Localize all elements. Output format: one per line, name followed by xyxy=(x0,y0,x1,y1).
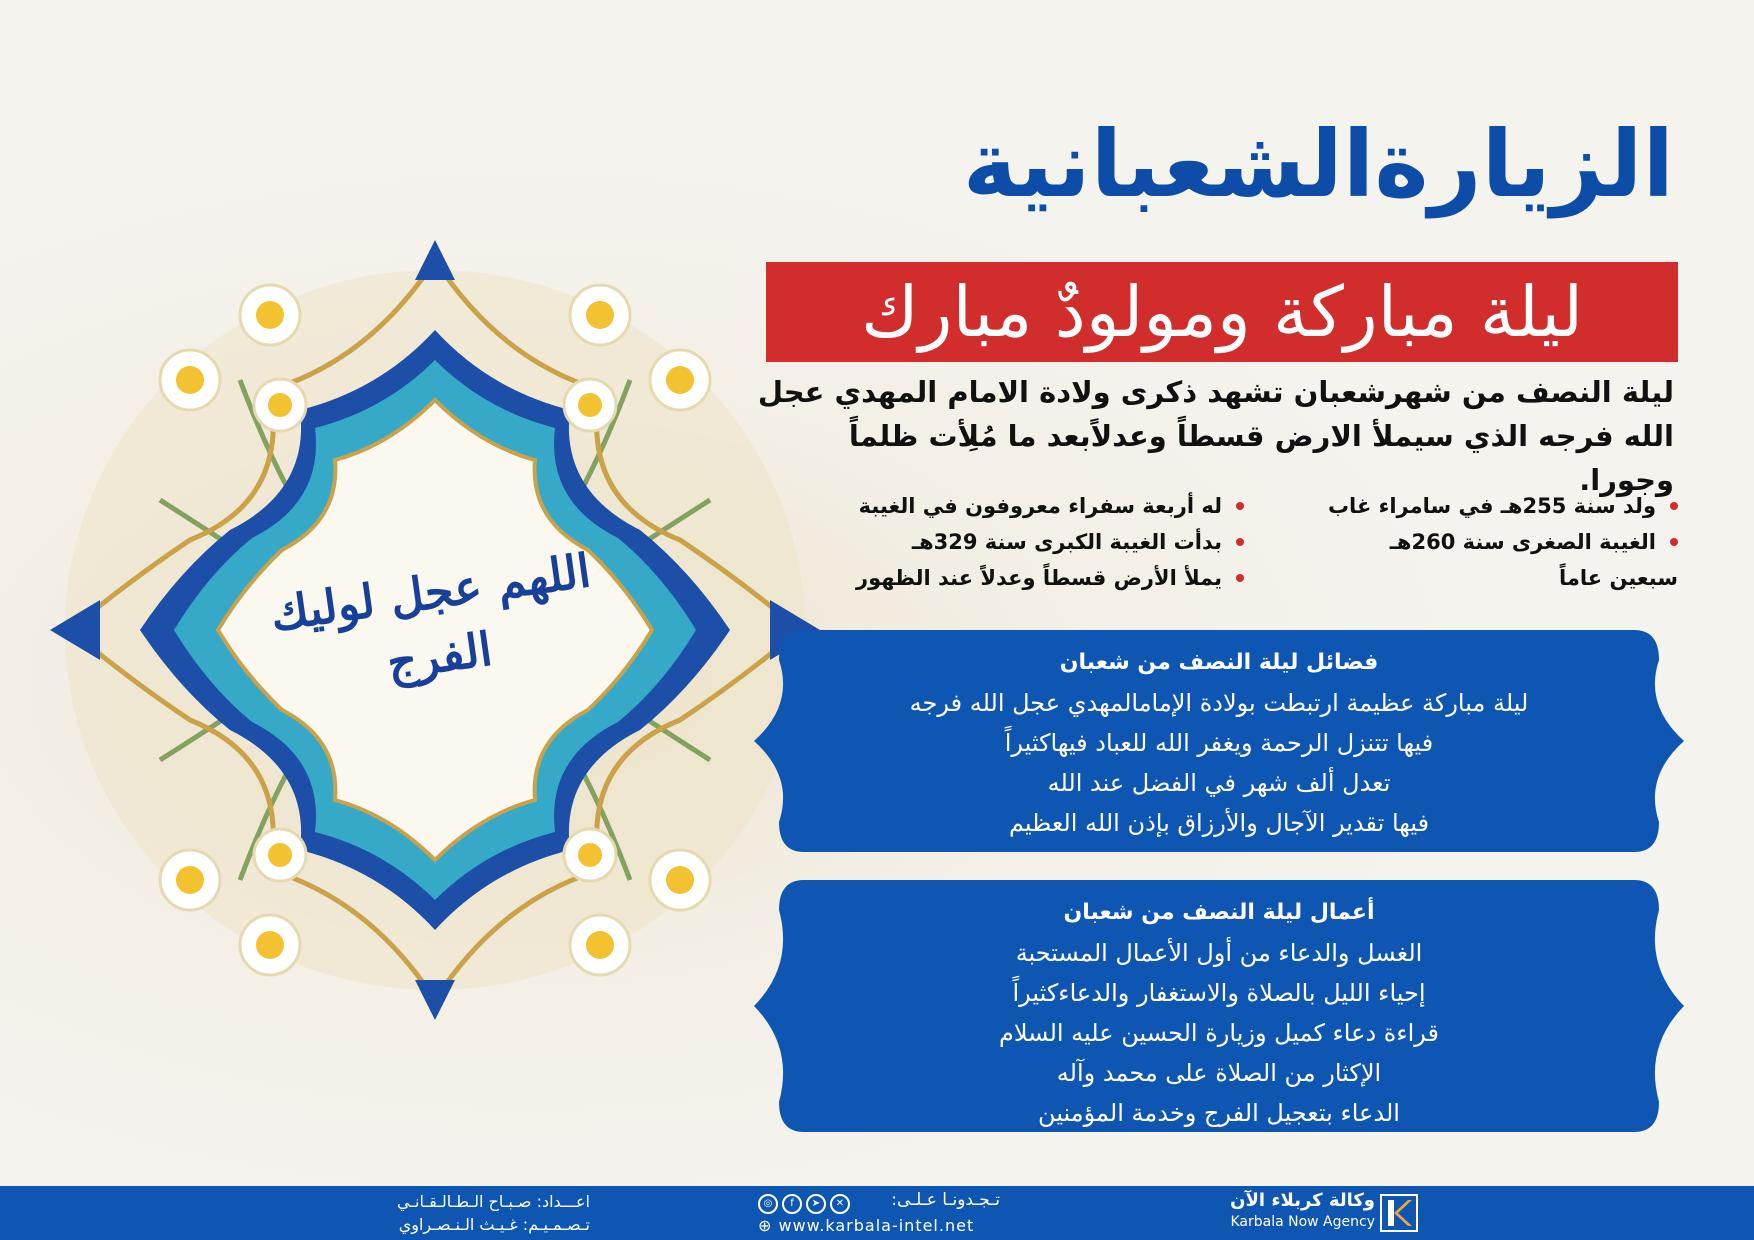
subtitle-banner: ليلة مباركة ومولودٌ مبارك xyxy=(766,262,1678,362)
designed-by: تـصـمـيـم: غـيـث الـنـصـراوي xyxy=(398,1215,590,1234)
fact-item: ولد سنة 255هـ في سامراء غاب xyxy=(1288,488,1678,524)
agency-logo-icon xyxy=(1380,1194,1418,1232)
deed-line: الإكثار من الصلاة على محمد وآله xyxy=(1056,1059,1382,1087)
virtue-line: تعدل ألف شهر في الفضل عند الله xyxy=(1047,769,1391,797)
fact-item-continuation: سبعين عاماً xyxy=(1559,566,1678,590)
website-text: www.karbala-intel.net xyxy=(778,1216,975,1235)
virtues-panel xyxy=(754,630,1684,852)
agency-name-english: Karbala Now Agency xyxy=(1230,1214,1375,1230)
facebook-icon[interactable]: f xyxy=(782,1194,802,1214)
deeds-panel xyxy=(754,880,1684,1132)
virtue-line: فيها تقدير الآجال والأرزاق بإذن الله العظيم xyxy=(1008,809,1430,837)
prepared-by: اعـــداد: صـبـاح الـطـالـقـانـي xyxy=(397,1192,590,1211)
website-link[interactable] xyxy=(758,1216,974,1235)
intro-paragraph xyxy=(754,370,1674,502)
virtue-line: فيها تتنزل الرحمة ويغفر الله للعباد فيهاكثيراً xyxy=(1004,729,1434,757)
deed-line: الدعاء بتعجيل الفرج وخدمة المؤمنين xyxy=(1038,1099,1400,1127)
social-icons xyxy=(758,1194,850,1214)
follow-label: تـجـدونـا عـلـى: xyxy=(891,1190,1000,1210)
fact-item: يملأ الأرض قسطاً وعدلاً عند الظهور xyxy=(824,560,1244,596)
social-block xyxy=(750,1188,1000,1238)
footer-bar xyxy=(0,1186,1754,1240)
virtue-line: ليلة مباركة عظيمة ارتبطت بولادة الإمامالمهدي عجل الله فرجه xyxy=(909,689,1529,717)
agency-name-arabic: وكالة كربلاء الآن xyxy=(1230,1190,1375,1211)
page-title: الزيارةالشعبانية xyxy=(962,111,1674,218)
intro-line: الله فرجه الذي سيملأ الارض قسطاً وعدلاًبعد ما مُلِأت ظلماً وجورا. xyxy=(848,419,1674,497)
calligraphy-text: اللهم عجل لوليك الفرج xyxy=(267,543,594,690)
fact-item: له أربعة سفراء معروفون في الغيبة xyxy=(824,488,1244,524)
fact-item: الغيبة الصغرى سنة 260هـ xyxy=(1288,524,1678,560)
deed-line: إحياء الليل بالصلاة والاستغفار والدعاءكثيراً xyxy=(1012,979,1426,1007)
telegram-icon[interactable]: ➤ xyxy=(806,1194,826,1214)
facts-left-column xyxy=(824,488,1244,596)
deed-line: قراءة دعاء كميل وزيارة الحسين عليه السلام xyxy=(998,1019,1439,1047)
intro-line: ليلة النصف من شهرشعبان تشهد ذكرى ولادة الامام المهدي عجل xyxy=(757,375,1674,409)
deeds-heading: أعمال ليلة النصف من شعبان xyxy=(1063,900,1375,925)
instagram-icon[interactable]: ◎ xyxy=(758,1194,778,1214)
virtues-heading: فضائل ليلة النصف من شعبان xyxy=(1059,650,1379,675)
globe-icon: ⊕ xyxy=(758,1216,773,1235)
deed-line: الغسل والدعاء من أول الأعمال المستحبة xyxy=(1015,939,1423,967)
x-icon[interactable]: ✕ xyxy=(830,1194,850,1214)
credits xyxy=(330,1190,590,1236)
agency-name xyxy=(1215,1190,1375,1232)
facts-right-column xyxy=(1288,488,1678,596)
fact-item: بدأت الغيبة الكبرى سنة 329هـ xyxy=(824,524,1244,560)
